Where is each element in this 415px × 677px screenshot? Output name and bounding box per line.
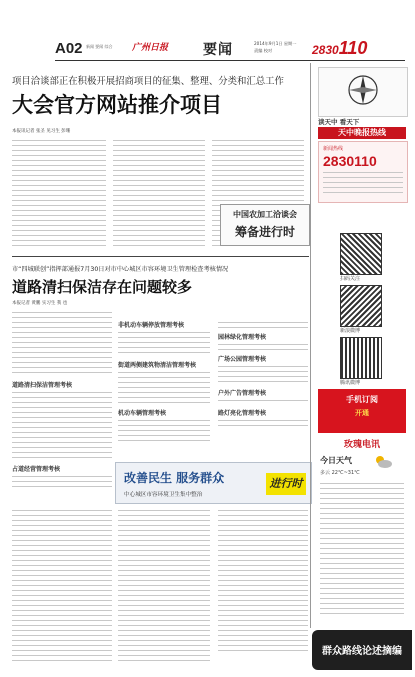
header-number-suffix: 110 (338, 38, 368, 58)
ad-line1: 手机订阅 (346, 395, 378, 404)
main-article-headline: 大会官方网站推介项目 (12, 93, 222, 117)
second-article-byline: 本报记者 黄鹏 实习生 我 也 (12, 301, 68, 306)
date-line: 2014年9月1日 星期一 (254, 41, 297, 46)
qr-code-1 (340, 233, 382, 275)
subhead-building-cleaning: 街道两侧建筑物清洁管理考核 (118, 362, 197, 369)
sidebar-red-title: 天中晚报热线 (318, 127, 406, 139)
event-badge (220, 204, 310, 246)
campaign-banner-main: 改善民生 服务群众 (124, 471, 225, 485)
sidebar-divider (310, 63, 311, 628)
second-article-col2 (118, 320, 210, 465)
sidebar-logo (318, 67, 408, 117)
second-article-col3 (218, 320, 308, 465)
sidebar-hotline (318, 141, 408, 203)
bottom-text-col1 (12, 508, 112, 668)
header-rule (55, 60, 405, 61)
second-article-col1 (12, 310, 112, 490)
main-article-byline: 本报讯记者 张圣 见习生 彭珊 (12, 129, 71, 134)
qr-caption-3: 腾讯微博 (340, 380, 361, 386)
weather-title: 今日天气 (320, 456, 352, 465)
hotline-number (323, 153, 407, 169)
sidebar-brand: 读天中 看天下 (318, 118, 360, 126)
subhead-street-vendors: 占道经营管理考核 (12, 466, 61, 473)
qr-code-2 (340, 285, 382, 327)
header-number (312, 38, 367, 59)
qr-caption-2: 新浪微博 (340, 328, 361, 334)
bottom-text-col2 (118, 508, 210, 668)
campaign-banner-sub: 中心城区市容环境卫生集中整治 (124, 492, 203, 498)
weather-info: 多云 22℃~31℃ (320, 470, 360, 476)
second-article-kicker: 市“四城联创”指挥部通报7月30日对市中心城区市容环境卫生管理检查考核情况 (12, 266, 229, 273)
paper-name: 广州日报 (132, 43, 169, 53)
hotline-number-main: 2830110 (323, 153, 377, 169)
article-divider (12, 256, 309, 257)
bottom-banner (312, 630, 412, 670)
hotline-label: 新闻热线 (323, 146, 344, 152)
sidebar (312, 63, 412, 628)
qr-code-3 (340, 337, 382, 379)
campaign-banner (115, 462, 312, 504)
page-header (0, 0, 415, 58)
ad-line2: 开通 (355, 409, 369, 417)
bottom-banner-text: 群众路线论述摘编 (322, 646, 402, 657)
campaign-banner-tag: 进行时 (266, 473, 306, 495)
weather-icon (372, 453, 394, 473)
header-number-main: 2830 (312, 43, 339, 57)
main-article-kicker: 项目洽谈部正在积极开展招商项目的征集、整理、分类和汇总工作 (12, 76, 284, 87)
editor-line: 责编 校对 (254, 48, 273, 53)
subhead-greening: 园林绿化管理考核 (218, 334, 267, 341)
subhead-motor-vehicles: 机动车辆管理考核 (118, 410, 167, 417)
subhead-squares-parks: 广场公园管理考核 (218, 356, 267, 363)
sidebar-ad (318, 389, 406, 433)
sidebar-footer-text (320, 479, 404, 619)
bottom-text-col3 (218, 508, 308, 668)
qr-caption-1: 扫码关注 (340, 276, 361, 282)
subhead-outdoor-ads: 户外广告管理考核 (218, 390, 267, 397)
event-badge-line2: 筹备进行时 (234, 225, 295, 239)
ad-line3: 玫瑰电讯 (343, 440, 380, 450)
page-code: A02 (55, 40, 83, 57)
subhead-street-lights: 路灯亮化管理考核 (218, 410, 267, 417)
event-badge-line1: 中国农加工洽谈会 (233, 210, 297, 219)
compass-logo-icon (319, 68, 407, 116)
second-article-headline: 道路清扫保洁存在问题较多 (12, 278, 193, 296)
main-article-body-col1 (12, 138, 106, 252)
section-title: 要闻 (203, 42, 233, 58)
cloud-sun-icon (372, 453, 394, 469)
main-article-body-col2 (113, 138, 205, 252)
subhead-road-cleaning: 道路清扫保洁管理考核 (12, 382, 73, 389)
section-small-label: 新闻 要闻 综合 (86, 44, 113, 49)
subhead-non-motor-parking: 非机动车辆停放管理考核 (118, 322, 185, 329)
